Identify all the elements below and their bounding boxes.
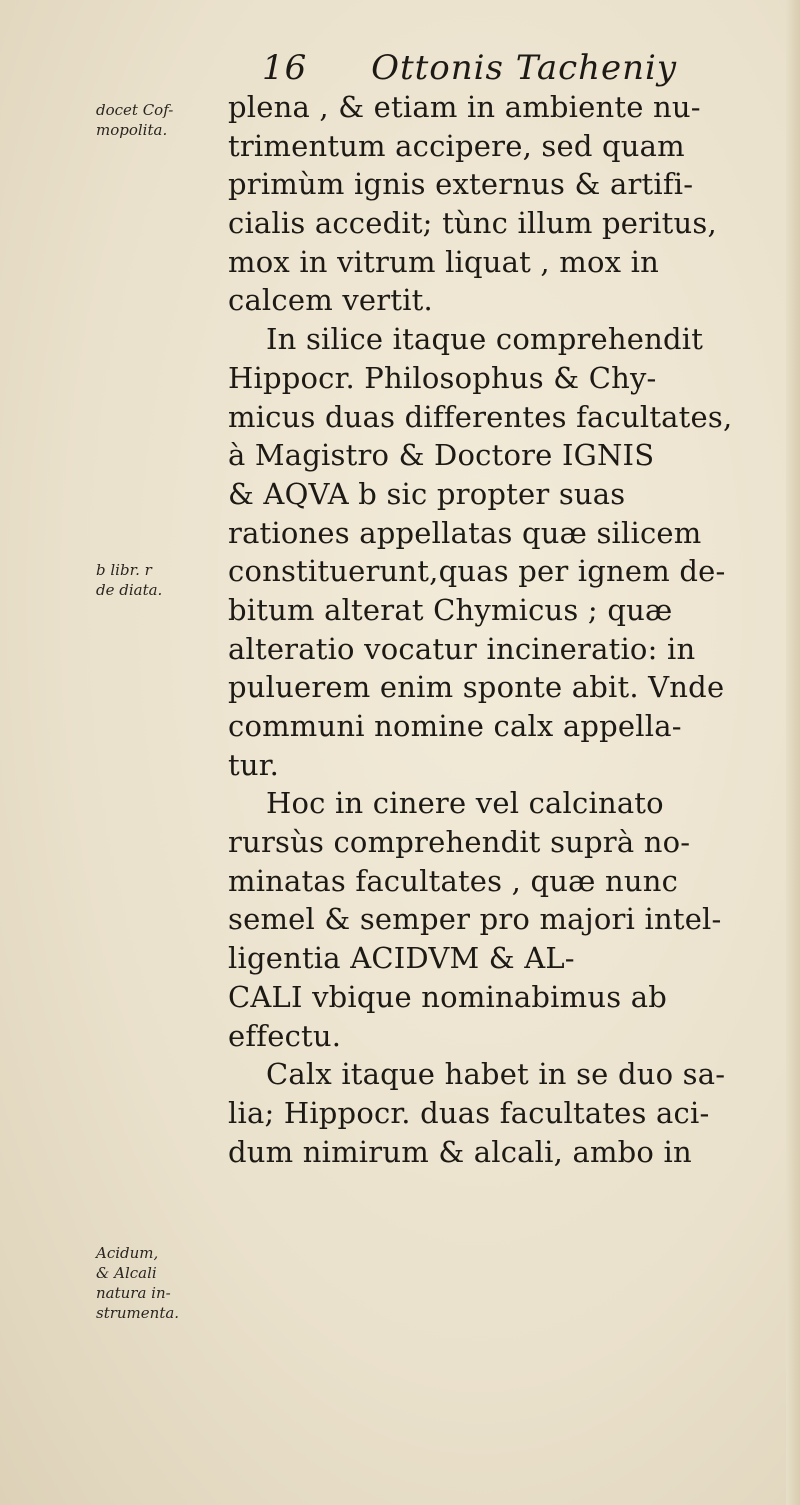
marginal-line: & Alcali	[96, 1264, 157, 1282]
text-line: lia; Hippocr. duas facultates aci-	[228, 1095, 710, 1130]
text-line: à Magistro & Doctore IGNIS	[228, 438, 655, 473]
marginal-line: mopolita.	[96, 121, 168, 139]
text-line: In silice itaque comprehendit	[266, 322, 704, 357]
marginal-line: strumenta.	[96, 1304, 180, 1322]
marginal-line: Acidum,	[96, 1244, 159, 1262]
text-line: rursùs comprehendit suprà no-	[228, 825, 691, 860]
text-line: minatas facultates , quæ nunc	[228, 863, 679, 898]
text-line: & AQVA b sic propter suas	[228, 476, 626, 511]
marginal-note-cosmopolita	[96, 100, 236, 140]
text-line: ligentia ACIDVM & AL-	[228, 941, 575, 976]
text-line: tur.	[228, 747, 280, 782]
running-header	[262, 48, 677, 88]
text-line: constituerunt,quas per ignem de-	[228, 554, 726, 589]
marginal-line: docet Cof-	[96, 101, 174, 119]
text-line: cialis accedit; tùnc illum peritus,	[228, 206, 717, 241]
marginal-note-acidum	[96, 1243, 236, 1323]
text-line: Calx itaque habet in se duo sa-	[266, 1057, 726, 1092]
marginal-line: natura in-	[96, 1284, 171, 1302]
text-line: Hoc in cinere vel calcinato	[266, 786, 664, 821]
marginal-note-libr	[96, 560, 236, 600]
text-line: rationes appellatas quæ silicem	[228, 515, 702, 550]
text-line: puluerem enim sponte abit. Vnde	[228, 670, 725, 705]
text-line: primùm ignis externus & artifi-	[228, 167, 694, 202]
text-line: Hippocr. Philosophus & Chy-	[228, 360, 657, 395]
text-line: micus duas differentes facultates,	[228, 399, 733, 434]
body-text	[228, 88, 773, 1171]
text-line: plena , & etiam in ambiente nu-	[228, 90, 701, 124]
running-title: Ottonis Tacheniy	[371, 48, 678, 88]
text-line: calcem vertit.	[228, 283, 433, 318]
text-line: dum nimirum & alcali, ambo in	[228, 1134, 692, 1169]
page-edge	[786, 0, 800, 1505]
text-line: semel & semper pro majori intel-	[228, 902, 722, 937]
text-line: effectu.	[228, 1018, 342, 1053]
text-line: alteratio vocatur incineratio: in	[228, 631, 696, 666]
text-line: bitum alterat Chymicus ; quæ	[228, 592, 673, 627]
marginal-line: b libr. r	[96, 561, 152, 579]
text-line: communi nomine calx appella-	[228, 709, 682, 743]
text-line: trimentum accipere, sed quam	[228, 128, 685, 163]
page-number: 16	[262, 48, 308, 88]
text-line: mox in vitrum liquat , mox in	[228, 244, 659, 279]
marginal-line: de diata.	[96, 581, 163, 599]
text-line: CALI vbique nominabimus ab	[228, 979, 667, 1014]
